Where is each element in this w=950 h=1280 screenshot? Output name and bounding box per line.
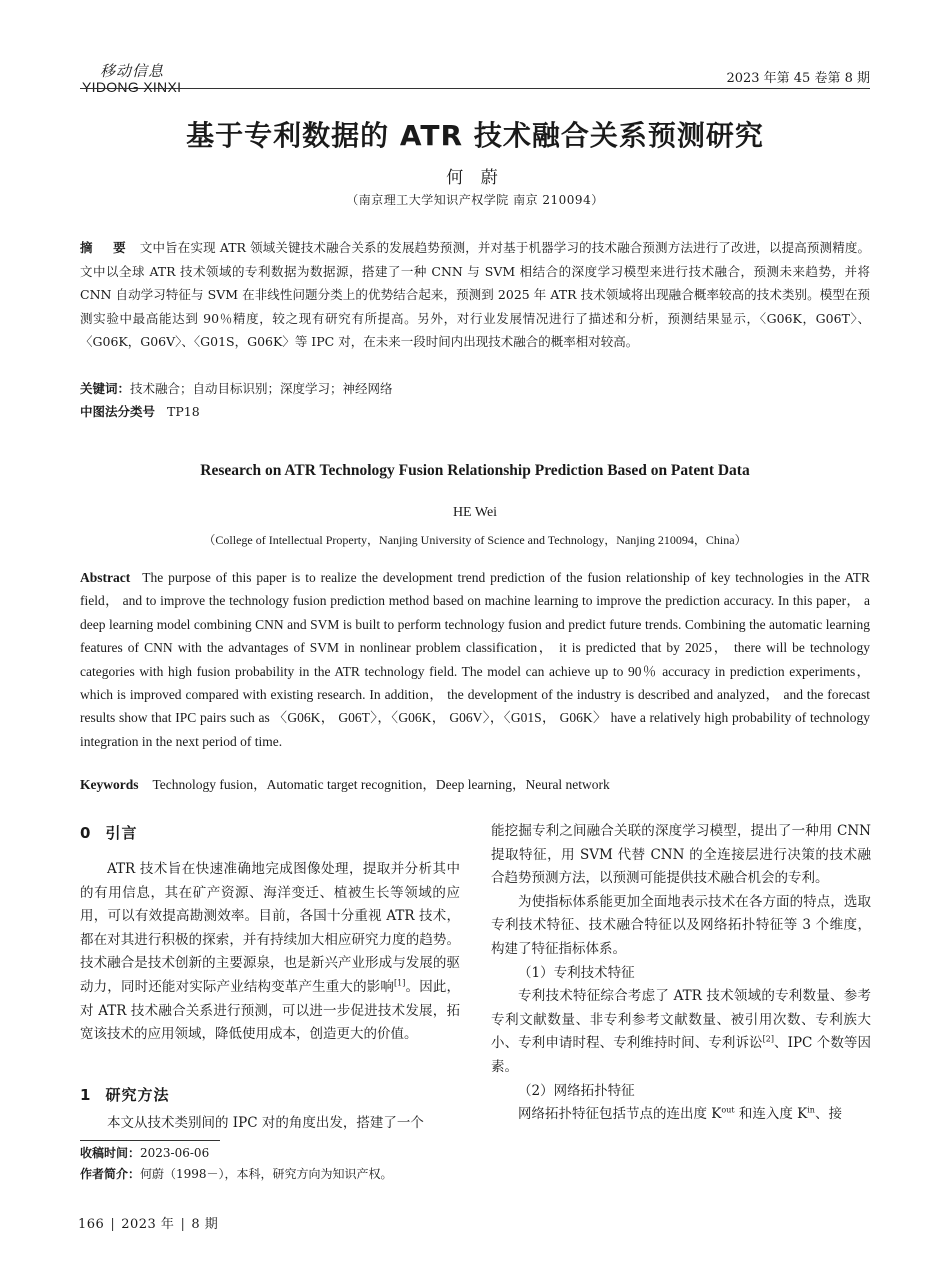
classification-value: TP18 (167, 404, 200, 419)
abstract-en (80, 566, 870, 753)
method-continued-paragraph: 能挖掘专利之间融合关联的深度学习模型，提出了一种用 CNN 提取特征，用 SVM 代替 CNN 的全连接层进行决策的技术融合趋势预测方法，以预测可能提供技术融合机会的专利。 (491, 823, 871, 887)
author-bio (80, 1164, 580, 1184)
topology-text-b: 和连入度 K (734, 1106, 808, 1123)
keywords-en (80, 774, 870, 796)
abstract-cn (80, 236, 870, 354)
subheading-network-topology: （2）网络拓扑特征 (518, 1082, 635, 1099)
citation-1[interactable]: [1] (394, 978, 406, 988)
journal-name-en: YIDONG XINXI (82, 79, 182, 95)
paper-title-en: Research on ATR Technology Fusion Relationship Prediction Based on Patent Data (200, 462, 750, 479)
footnote-rule (80, 1140, 220, 1141)
abstract-cn-text: 文中旨在实现 ATR 领域关键技术融合关系的发展趋势预测，并对基于机器学习的技术融合预测方法进行了改进，以提高预测精度。文中以全球 ATR 技术领域的专利数据为数据源，搭建了一种 CNN 与 SVM 相结合的深度学习模型来进行技术融合，预测未来趋势，并将 CNN 自动学习特征与 SVM 在非线性问题分类上的优势结合起来，预测到 2025 年 ATR 技术领域将出现融合概率较高的技术类别。模型在预测实验中最高能达到 90％精度，较之现有研究有所提高。另外，对行业发展情况进行了描述和分析，预测结果显示，〈G06K，G06T〉、〈G06K，G06V〉、〈G01S，G06K〉等 IPC 对，在未来一段时间内出现技术融合的概率相对较高。 (80, 240, 871, 350)
patent-features-text-b: 、IPC 个数等因素。 (491, 1035, 871, 1075)
page-footer: 166 | 2023 年 | 8 期 (78, 1217, 219, 1232)
intro-text-b: 。因此，对 ATR 技术融合关系进行预测，可以进一步促进技术发展，拓宽该技术的应用领域，降低使用成本，创造更大的价值。 (80, 978, 461, 1043)
abstract-cn-label: 摘 要 (80, 240, 134, 255)
topology-text-a: 网络拓扑特征包括节点的连出度 K (518, 1106, 722, 1123)
section-0-number: 0 (80, 824, 92, 842)
section-0-title: 引言 (105, 824, 138, 842)
citation-2[interactable]: [2] (762, 1034, 774, 1044)
patent-features-paragraph (491, 985, 871, 1079)
superscript-in: in (807, 1105, 815, 1115)
intro-text-a: ATR 技术旨在快速准确地完成图像处理，提取并分析其中的有用信息，其在矿产资源、海洋变迁、植被生长等领域的应用，可以有效提高勘测效率。目前，各国十分重视 ATR 技术，都在对其进行积极的探索，并有持续加大相应研究力度的趋势。技术融合是技术创新的主要源泉，也是新兴产业形成与发展的驱动力，同时还能对实际产业结构变革产生重大的影响 (80, 861, 460, 995)
author-affiliation: （南京理工大学知识产权学院 南京 210094） (346, 193, 604, 207)
issue-info: 2023 年第 45 卷第 8 期 (726, 71, 870, 86)
section-1-number: 1 (80, 1086, 92, 1104)
section-1-heading (80, 1084, 169, 1105)
section-1-title: 研究方法 (105, 1086, 170, 1104)
keywords-cn-text: 技术融合；自动目标识别；深度学习；神经网络 (130, 381, 393, 396)
section-0-heading (80, 822, 137, 843)
superscript-out: out (721, 1105, 735, 1115)
received-value: 2023-06-06 (140, 1146, 210, 1160)
bio-value: 何蔚（1998－），本科，研究方向为知识产权。 (140, 1167, 393, 1181)
header-rule (80, 88, 870, 89)
indicator-system-paragraph: 为使指标体系能更加全面地表示技术在各方面的特点，选取专利技术特征、技术融合特征以及网络拓扑特征等 3 个维度，构建了特征指标体系。 (491, 893, 871, 957)
journal-name-cn: 移动信息 (100, 62, 165, 80)
section-1-paragraph: 本文从技术类别间的 IPC 对的角度出发，搭建了一个 (107, 1115, 424, 1131)
author-name-en: HE Wei (452, 505, 498, 520)
section-0-paragraph (80, 858, 460, 1047)
keywords-cn-label: 关键词： (80, 381, 131, 396)
keywords-cn (80, 378, 870, 400)
received-date (80, 1143, 580, 1163)
abstract-en-text: The purpose of this paper is to realize the development trend prediction of the fusion relationship of key technologies in the ATR field， and to improve the technology fusion prediction method based on machine learning to improve the prediction accuracy. In this paper， a deep learning model combining CNN and SVM is built to perform technology fusion and predict future trends. Combining the automatic learning features of CNN with the advantages of SVM in nonlinear problem classification， it is predicted that by 2025， there will be technology categories with high fusion probability in the ATR technology field. The model can achieve up to 90％ accuracy in prediction experiments， which is improved compared with existing research. In addition， the development of the industry is described and analyzed， and the forecast results show that IPC pairs such as 〈G06K， G06T〉，〈G06K， G06V〉，〈G01S， G06K〉 have a relatively high probability of technology integration in the next period of time. (80, 570, 870, 749)
right-column (491, 820, 871, 1127)
author-name: 何 蔚 (446, 168, 504, 188)
received-label: 收稿时间： (80, 1146, 141, 1160)
keywords-en-text: Technology fusion，Automatic target recognition，Deep learning，Neural network (152, 777, 610, 792)
classification-label: 中图法分类号 (80, 404, 156, 419)
subheading-patent-features: （1）专利技术特征 (518, 964, 635, 981)
patent-features-text-a: 专利技术特征综合考虑了 ATR 技术领域的专利数量、参考专利文献数量、非专利参考文献数量、被引用次数、专利族大小、专利申请时程、专利维持时间、专利诉讼 (491, 988, 871, 1052)
network-topology-paragraph (491, 1103, 871, 1127)
paper-title: 基于专利数据的 ATR 技术融合关系预测研究 (186, 119, 764, 152)
footer-year: 2023 年 (121, 1217, 175, 1232)
bio-label: 作者简介： (80, 1167, 141, 1181)
footer-issue: 8 期 (191, 1217, 219, 1232)
author-affiliation-en: （College of Intellectual Property，Nanjing University of Science and Technology，Nanjing 210094，China） (203, 533, 747, 547)
page-number: 166 (78, 1217, 105, 1232)
topology-text-c: 、接 (814, 1106, 842, 1123)
classification-cn (80, 401, 870, 423)
section-0-body (80, 858, 460, 1047)
section-1-body (80, 1112, 460, 1136)
keywords-en-label: Keywords (80, 777, 139, 792)
abstract-en-label: Abstract (80, 570, 131, 585)
